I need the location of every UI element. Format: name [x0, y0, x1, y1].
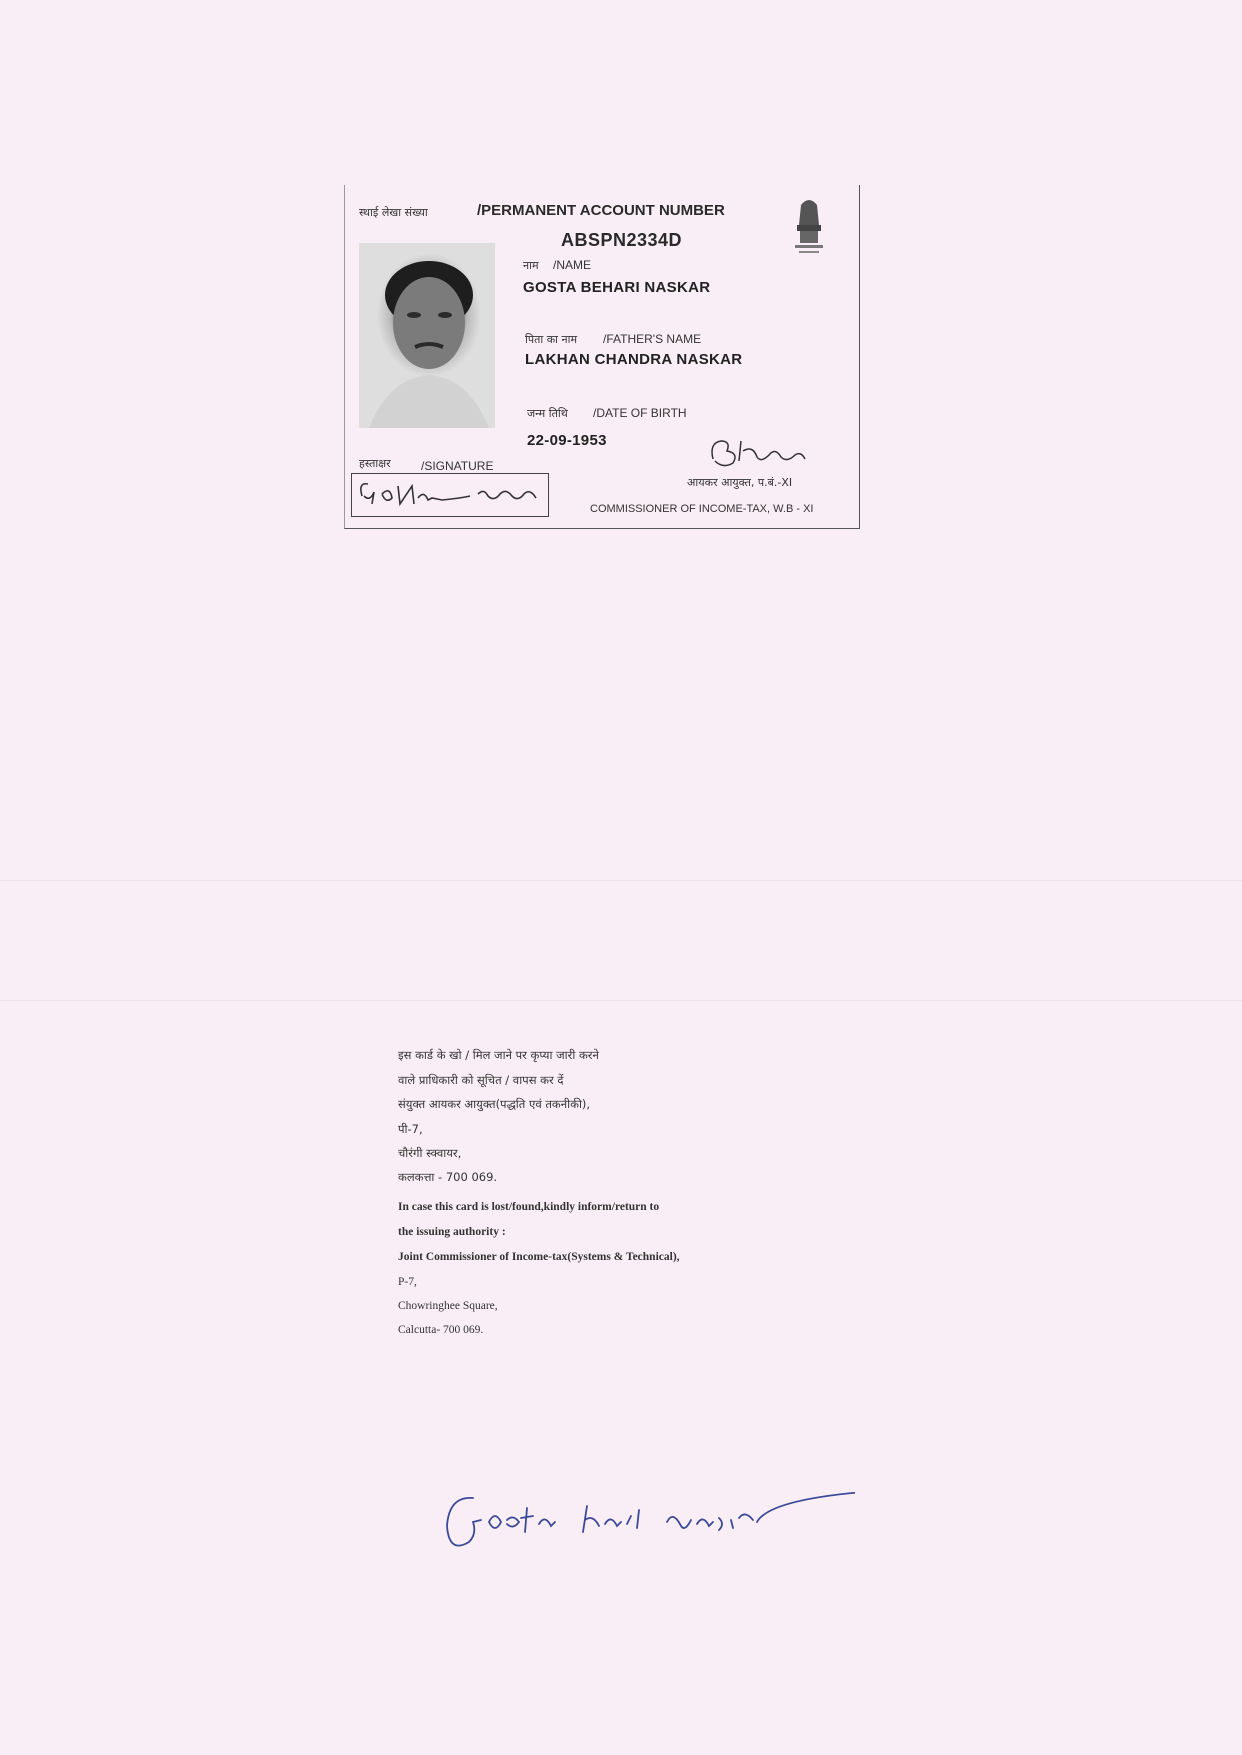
back-hindi-line: पी-7,: [398, 1122, 423, 1136]
back-hindi-line: इस कार्ड के खो / मिल जाने पर कृप्या जारी करने: [398, 1048, 599, 1062]
name-label: /NAME: [553, 258, 592, 272]
back-english-line: Calcutta- 700 069.: [398, 1324, 484, 1336]
commissioner-title: COMMISSIONER OF INCOME-TAX, W.B - XI: [590, 503, 814, 515]
commissioner-signature: [705, 433, 815, 473]
holder-signature-box: [351, 473, 549, 517]
dob-label-hindi: जन्म तिथि: [527, 407, 568, 420]
back-english-line: P-7,: [398, 1276, 417, 1288]
back-english-line: the issuing authority :: [398, 1226, 506, 1238]
back-english-line: In case this card is lost/found,kindly inform/return to: [398, 1201, 660, 1213]
pan-number: ABSPN2334D: [561, 230, 683, 250]
national-emblem-icon: [791, 195, 827, 257]
back-hindi-line: संयुक्त आयकर आयुक्त(पद्धति एवं तकनीकी),: [398, 1097, 591, 1111]
back-hindi-line: चौरंगी स्क्वायर,: [398, 1146, 462, 1160]
holder-photo: [359, 243, 495, 428]
dob-value: 22-09-1953: [527, 432, 607, 449]
back-english-line: Joint Commissioner of Income-tax(Systems & Technical),: [398, 1251, 680, 1263]
signature-label: /SIGNATURE: [421, 459, 494, 473]
back-hindi-line: वाले प्राधिकारी को सूचित / वापस कर दें: [398, 1073, 564, 1087]
father-value: LAKHAN CHANDRA NASKAR: [525, 351, 743, 368]
pan-label-hindi: स्थाई लेखा संख्या: [359, 206, 428, 219]
back-hindi-line: कलकत्ता - 700 069.: [398, 1170, 498, 1184]
commissioner-title-hindi: आयकर आयुक्त, प.बं.-XI: [687, 476, 793, 489]
dob-label: /DATE OF BIRTH: [593, 406, 687, 420]
name-value: GOSTA BEHARI NASKAR: [523, 279, 711, 296]
holder-signature: [352, 474, 548, 516]
footer-signature: [435, 1470, 855, 1570]
signature-label-hindi: हस्ताक्षर: [359, 457, 391, 470]
father-label: /FATHER'S NAME: [603, 332, 702, 346]
back-english-line: Chowringhee Square,: [398, 1300, 498, 1312]
father-label-hindi: पिता का नाम: [525, 333, 578, 346]
pan-label: /PERMANENT ACCOUNT NUMBER: [477, 202, 725, 219]
name-label-hindi: नाम: [523, 259, 539, 272]
pan-card-front: [344, 185, 860, 529]
